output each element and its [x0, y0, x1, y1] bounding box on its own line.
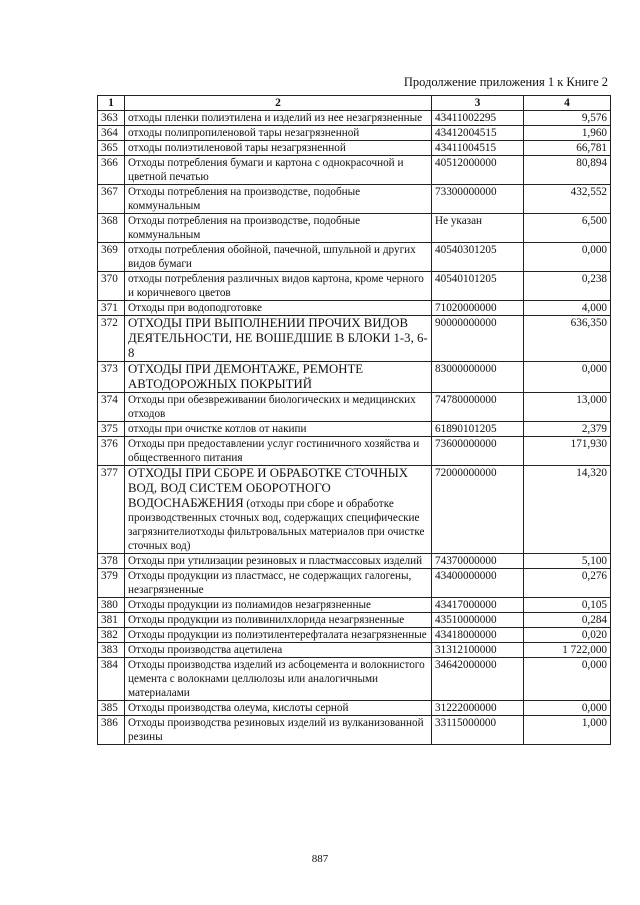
waste-name	[125, 628, 432, 643]
table-row	[98, 126, 611, 141]
waste-name-text: Отходы при водоподготовке	[128, 302, 262, 314]
waste-name	[125, 393, 432, 422]
waste-name-text: Отходы при предоставлении услуг гостиничного хозяйства и общественного питания	[128, 438, 420, 464]
waste-code: 33115000000	[432, 716, 524, 745]
waste-code: 43418000000	[432, 628, 524, 643]
waste-name-text: Отходы производства изделий из асбоцемента и волокнистого цемента с волокнами целлюлозы или аналогичными материалами	[128, 659, 425, 699]
row-number: 382	[98, 628, 125, 643]
waste-code: 72000000000	[432, 466, 524, 554]
waste-amount: 66,781	[524, 141, 611, 156]
row-number: 368	[98, 214, 125, 243]
table-row	[98, 554, 611, 569]
waste-name	[125, 716, 432, 745]
waste-code: 83000000000	[432, 362, 524, 393]
waste-amount: 171,930	[524, 437, 611, 466]
row-number: 366	[98, 156, 125, 185]
row-number: 363	[98, 111, 125, 126]
row-number: 364	[98, 126, 125, 141]
waste-code: 43417000000	[432, 598, 524, 613]
table-row	[98, 301, 611, 316]
table-row	[98, 316, 611, 362]
table-row	[98, 272, 611, 301]
waste-name	[125, 466, 432, 554]
waste-name-text: Отходы потребления на производстве, подобные коммунальным	[128, 215, 361, 241]
table-row	[98, 613, 611, 628]
waste-amount: 0,276	[524, 569, 611, 598]
column-header: 4	[524, 96, 611, 111]
row-number: 373	[98, 362, 125, 393]
table-row	[98, 185, 611, 214]
waste-name	[125, 362, 432, 393]
waste-name-text: Отходы производства ацетилена	[128, 644, 283, 656]
waste-code: 34642000000	[432, 658, 524, 701]
waste-name	[125, 643, 432, 658]
waste-amount: 13,000	[524, 393, 611, 422]
waste-name-text: Отходы потребления бумаги и картона с однокрасочной и цветной печатью	[128, 157, 404, 183]
waste-amount: 0,105	[524, 598, 611, 613]
waste-code: 71020000000	[432, 301, 524, 316]
row-number: 372	[98, 316, 125, 362]
waste-name	[125, 111, 432, 126]
waste-amount: 1 722,000	[524, 643, 611, 658]
waste-name-text: Отходы производства олеума, кислоты серной	[128, 702, 349, 714]
waste-name	[125, 156, 432, 185]
waste-amount: 5,100	[524, 554, 611, 569]
waste-name	[125, 301, 432, 316]
waste-amount: 1,960	[524, 126, 611, 141]
waste-name-text: отходы пленки полиэтилена и изделий из нее незагрязненные	[128, 112, 423, 124]
row-number: 384	[98, 658, 125, 701]
waste-code: 31312100000	[432, 643, 524, 658]
row-number: 377	[98, 466, 125, 554]
row-number: 374	[98, 393, 125, 422]
row-number: 386	[98, 716, 125, 745]
waste-code: 40540301205	[432, 243, 524, 272]
waste-name	[125, 316, 432, 362]
waste-name-caps: ОТХОДЫ ПРИ ДЕМОНТАЖЕ, РЕМОНТЕ АВТОДОРОЖНЫХ ПОКРЫТИЙ	[128, 362, 364, 391]
waste-name-text: отходы потребления обойной, пачечной, шпульной и других видов бумаги	[128, 244, 416, 270]
row-number: 367	[98, 185, 125, 214]
waste-amount: 14,320	[524, 466, 611, 554]
waste-amount: 0,238	[524, 272, 611, 301]
waste-name-caps: ОТХОДЫ ПРИ СБОРЕ И ОБРАБОТКЕ СТОЧНЫХ ВОД, ВОД СИСТЕМ ОБОРОТНОГО ВОДОСНАБЖЕНИЯ	[128, 466, 408, 510]
row-number: 381	[98, 613, 125, 628]
waste-name-caps: ОТХОДЫ ПРИ ВЫПОЛНЕНИИ ПРОЧИХ ВИДОВ ДЕЯТЕЛЬНОСТИ, НЕ ВОШЕДШИЕ В БЛОКИ 1-3, 6-8	[128, 316, 428, 360]
row-number: 375	[98, 422, 125, 437]
column-header: 3	[432, 96, 524, 111]
waste-amount: 80,894	[524, 156, 611, 185]
waste-amount: 4,000	[524, 301, 611, 316]
table-header-row	[98, 96, 611, 111]
waste-name	[125, 185, 432, 214]
waste-name-text: Отходы продукции из полиэтилентерефталата незагрязненные	[128, 629, 427, 641]
row-number: 370	[98, 272, 125, 301]
table-row	[98, 156, 611, 185]
waste-amount: 9,576	[524, 111, 611, 126]
table-row	[98, 362, 611, 393]
waste-name	[125, 701, 432, 716]
row-number: 369	[98, 243, 125, 272]
waste-name-text: Отходы потребления на производстве, подобные коммунальным	[128, 186, 361, 212]
waste-code: 43412004515	[432, 126, 524, 141]
column-header: 2	[125, 96, 432, 111]
waste-code: 43411002295	[432, 111, 524, 126]
waste-amount: 6,500	[524, 214, 611, 243]
waste-name	[125, 126, 432, 141]
waste-amount: 0,000	[524, 362, 611, 393]
waste-name-text: Отходы продукции из полиамидов незагрязненные	[128, 599, 371, 611]
waste-amount: 0,000	[524, 243, 611, 272]
table-body	[98, 111, 611, 745]
waste-name	[125, 437, 432, 466]
row-number: 379	[98, 569, 125, 598]
row-number: 365	[98, 141, 125, 156]
waste-amount: 432,552	[524, 185, 611, 214]
waste-amount: 0,000	[524, 658, 611, 701]
table-row	[98, 701, 611, 716]
table-row	[98, 598, 611, 613]
waste-amount: 2,379	[524, 422, 611, 437]
table-row	[98, 658, 611, 701]
table-row	[98, 243, 611, 272]
waste-amount: 0,020	[524, 628, 611, 643]
waste-amount: 636,350	[524, 316, 611, 362]
waste-name	[125, 613, 432, 628]
table-row	[98, 422, 611, 437]
waste-name	[125, 569, 432, 598]
table-row	[98, 111, 611, 126]
waste-code: Не указан	[432, 214, 524, 243]
waste-name	[125, 598, 432, 613]
row-number: 380	[98, 598, 125, 613]
waste-code: 43400000000	[432, 569, 524, 598]
waste-name-text: Отходы продукции из поливинилхлорида незагрязненные	[128, 614, 405, 626]
waste-code: 31222000000	[432, 701, 524, 716]
waste-amount: 1,000	[524, 716, 611, 745]
waste-name-text: отходы при очистке котлов от накипи	[128, 423, 307, 435]
waste-code: 43510000000	[432, 613, 524, 628]
waste-name-text: Отходы при обезвреживании биологических и медицинских отходов	[128, 394, 416, 420]
table-row	[98, 393, 611, 422]
waste-name	[125, 141, 432, 156]
waste-name-text: (отходы при сборе и обработке производственных сточных вод, содержащих специфические загрязнителиотходы фильтровальных материалов при очистке сточных вод)	[128, 498, 425, 552]
waste-name	[125, 658, 432, 701]
waste-code: 73600000000	[432, 437, 524, 466]
waste-code: 61890101205	[432, 422, 524, 437]
waste-code: 40540101205	[432, 272, 524, 301]
row-number: 376	[98, 437, 125, 466]
table-row	[98, 214, 611, 243]
table-row	[98, 643, 611, 658]
waste-name-text: отходы полиэтиленовой тары незагрязненной	[128, 142, 346, 154]
waste-name-text: отходы полипропиленовой тары незагрязненной	[128, 127, 360, 139]
waste-code: 74370000000	[432, 554, 524, 569]
column-header: 1	[98, 96, 125, 111]
waste-name	[125, 554, 432, 569]
waste-name	[125, 214, 432, 243]
row-number: 371	[98, 301, 125, 316]
table-row	[98, 716, 611, 745]
waste-name	[125, 422, 432, 437]
waste-code: 43411004515	[432, 141, 524, 156]
row-number: 385	[98, 701, 125, 716]
table-row	[98, 437, 611, 466]
waste-code: 40512000000	[432, 156, 524, 185]
page-number: 887	[311, 853, 329, 865]
waste-amount: 0,000	[524, 701, 611, 716]
waste-name-text: Отходы продукции из пластмасс, не содержащих галогены, незагрязненные	[128, 570, 412, 596]
waste-name-text: Отходы производства резиновых изделий из вулканизованной резины	[128, 717, 424, 743]
waste-code: 73300000000	[432, 185, 524, 214]
waste-name	[125, 243, 432, 272]
waste-name-text: Отходы при утилизации резиновых и пластмассовых изделий	[128, 555, 423, 567]
table-row	[98, 569, 611, 598]
waste-name-text: отходы потребления различных видов картона, кроме черного и коричневого цветов	[128, 273, 424, 299]
waste-code: 74780000000	[432, 393, 524, 422]
row-number: 378	[98, 554, 125, 569]
row-number: 383	[98, 643, 125, 658]
table-row	[98, 628, 611, 643]
waste-amount: 0,284	[524, 613, 611, 628]
table-row	[98, 141, 611, 156]
waste-code: 90000000000	[432, 316, 524, 362]
continuation-note: Продолжение приложения 1 к Книге 2	[403, 75, 608, 89]
waste-name	[125, 272, 432, 301]
waste-table	[97, 95, 611, 745]
table-row	[98, 466, 611, 554]
